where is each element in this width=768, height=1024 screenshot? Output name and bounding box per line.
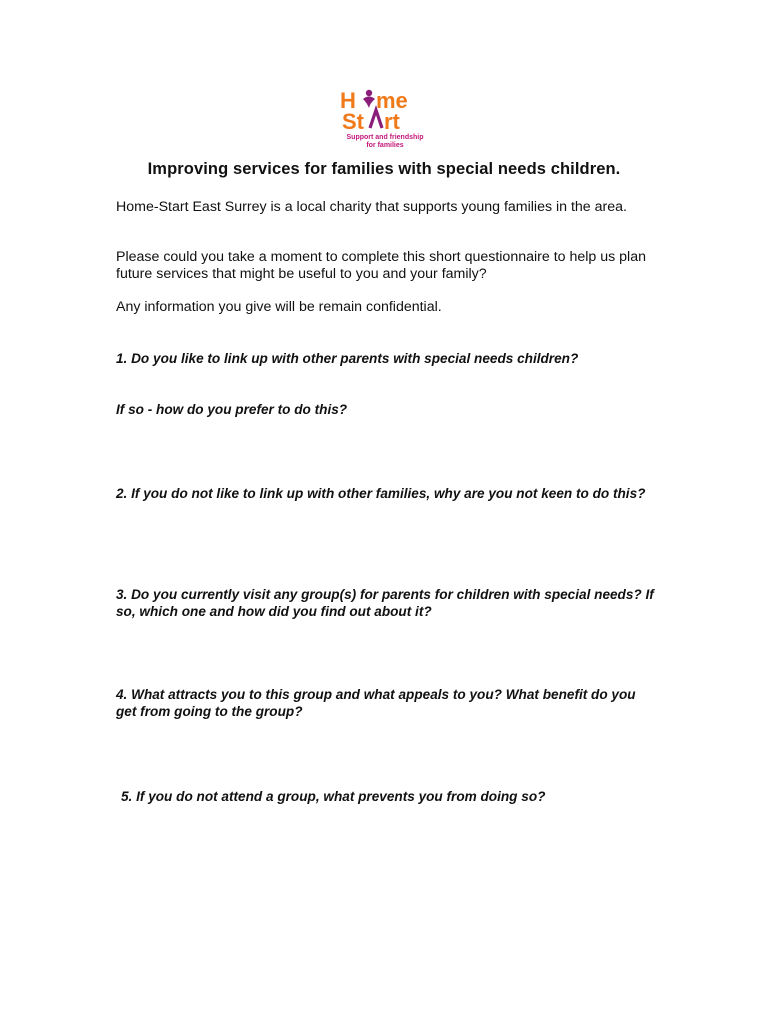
intro-paragraph-request: Please could you take a moment to complete this short questionnaire to help us plan future services that might be useful to you and your family? [116,249,646,282]
question-1-followup: If so - how do you prefer to do this? [116,402,348,417]
question-4: 4. What attracts you to this group and what appeals to you? What benefit do you get from going to the group? [116,687,636,719]
svg-text:H: H [340,88,356,113]
svg-text:St: St [342,109,364,134]
home-start-logo-graphic [330,84,440,150]
question-5: 5. If you do not attend a group, what prevents you from doing so? [121,789,546,804]
logo-tagline-1: Support and friendship [346,134,424,141]
logo-word-2 [330,150,331,151]
intro-paragraph-charity: Home-Start East Surrey is a local charity that supports young families in the area. [116,199,627,215]
svg-text:me: me [376,88,408,113]
intro-paragraph-confidential: Any information you give will be remain confidential. [116,299,442,315]
logo-word-1 [330,150,331,151]
logo-tagline-2: for families [366,142,404,149]
page-title: Improving services for families with special needs children. [147,160,621,178]
question-3: 3. Do you currently visit any group(s) for parents for children with special needs? If so, which one and how did you find out about it? [116,587,654,619]
question-2: 2. If you do not like to link up with other families, why are you not keen to do this? [116,486,646,501]
home-start-logo [330,84,440,150]
svg-text:rt: rt [384,109,400,134]
question-1: 1. Do you like to link up with other parents with special needs children? [116,351,579,366]
